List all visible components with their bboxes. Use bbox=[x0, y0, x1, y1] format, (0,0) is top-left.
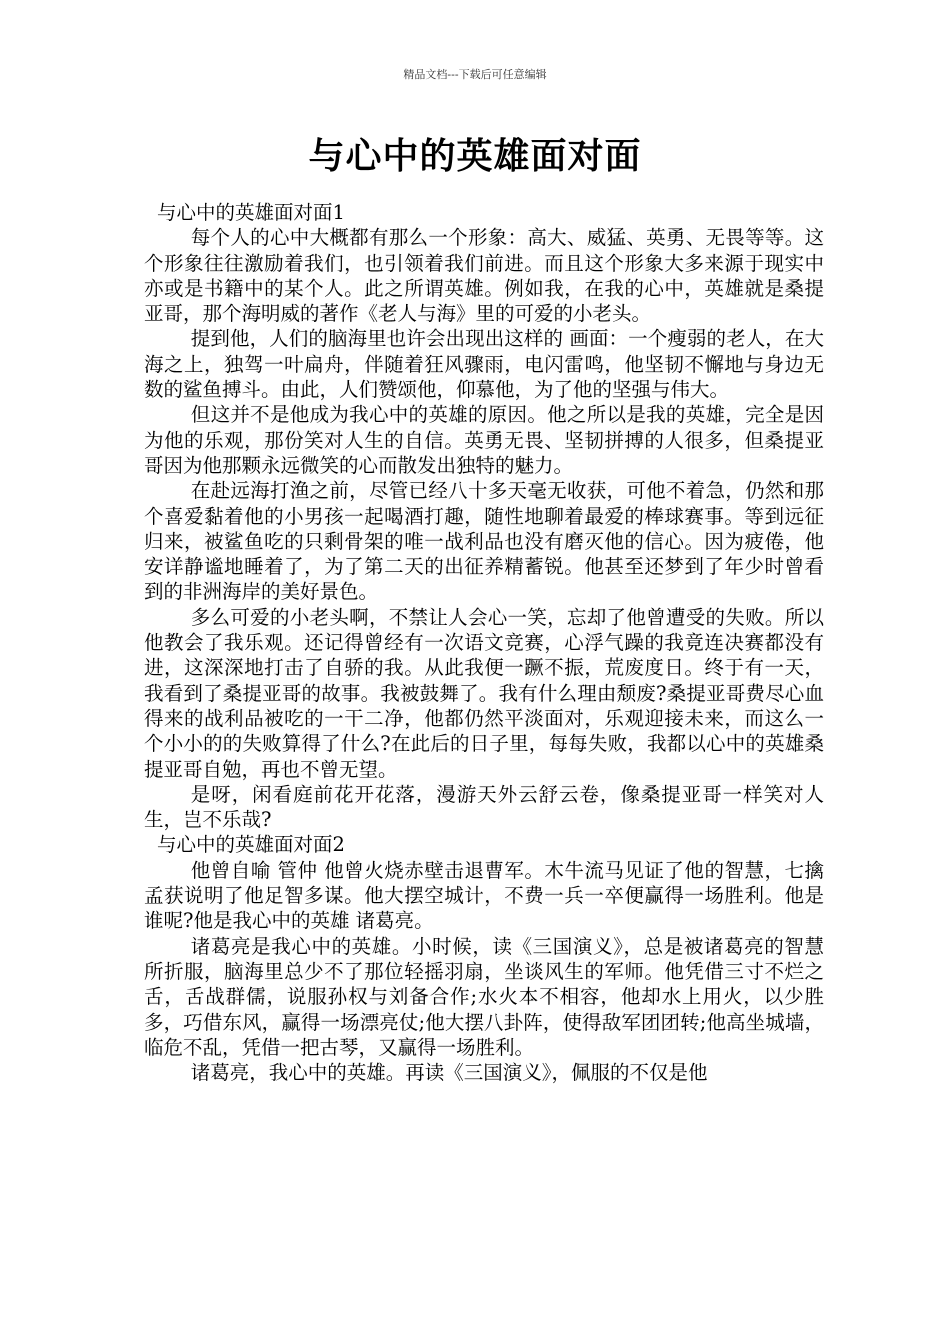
paragraph: 在赴远海打渔之前，尽管已经八十多天毫无收获，可他不着急，仍然和那个喜爱黏着他的小男孩一起喝酒打趣，随性地聊着最爱的棒球赛事。等到远征归来，被鲨鱼吃的只剩骨架的唯一战利品也没有磨灭他的信心。因为疲倦，他安详静谧地睡着了，为了第二天的出征养精蓄锐。他甚至还梦到了年少时曾看到的非洲海岸的美好景色。 bbox=[144, 479, 824, 604]
paragraph: 诸葛亮是我心中的英雄。小时候，读《三国演义》，总是被诸葛亮的智慧所折服，脑海里总少不了那位轻摇羽扇，坐谈风生的军师。他凭借三寸不烂之舌，舌战群儒，说服孙权与刘备合作;水火本不相容，他却水上用火，以少胜多，巧借东风，赢得一场漂亮仗;他大摆八卦阵，使得敌军团团转;他高坐城墙，临危不乱，凭借一把古琴，又赢得一场胜利。 bbox=[144, 934, 824, 1059]
header-note: 精品文档---下载后可任意编辑 bbox=[403, 68, 547, 81]
paragraph: 诸葛亮，我心中的英雄。再读《三国演义》，佩服的不仅是他 bbox=[190, 1061, 708, 1085]
section-heading: 与心中的英雄面对面2 bbox=[157, 833, 345, 857]
paragraph: 他曾自喻 管仲 他曾火烧赤壁击退曹军。木牛流马见证了他的智慧，七擒孟获说明了他足智多谋。他大摆空城计，不费一兵一卒便赢得一场胜利。他是谁呢?他是我心中的英雄 诸葛亮。 bbox=[144, 858, 824, 933]
document-body bbox=[144, 200, 824, 1085]
paragraph: 每个人的心中大概都有那么一个形象：高大、威猛、英勇、无畏等等。这个形象往往激励着我们，也引领着我们前进。而且这个形象大多来源于现实中亦或是书籍中的某个人。此之所谓英雄。例如我，在我的心中，英雄就是桑提亚哥，那个海明威的著作《老人与海》里的可爱的小老头。 bbox=[144, 226, 824, 326]
section-heading: 与心中的英雄面对面1 bbox=[157, 201, 345, 224]
paragraph: 但这并不是他成为我心中的英雄的原因。他之所以是我的英雄，完全是因为他的乐观，那份笑对人生的自信。英勇无畏、坚韧拼搏的人很多，但桑提亚哥因为他那颗永远微笑的心而散发出独特的魅力。 bbox=[144, 403, 824, 477]
paragraph: 提到他，人们的脑海里也许会出现出这样的 画面：一个瘦弱的老人，在大海之上，独驾一叶扁舟，伴随着狂风骤雨，电闪雷鸣，他坚韧不懈地与身边无数的鲨鱼搏斗。由此，人们赞颂他，仰慕他，为了他的坚强与伟大。 bbox=[144, 327, 824, 402]
paragraph: 是呀，闲看庭前花开花落，漫游天外云舒云卷，像桑提亚哥一样笑对人生，岂不乐哉? bbox=[144, 782, 824, 832]
paragraph: 多么可爱的小老头啊，不禁让人会心一笑，忘却了他曾遭受的失败。所以他教会了我乐观。还记得曾经有一次语文竞赛，心浮气躁的我竟连决赛都没有进，这深深地打击了自骄的我。从此我便一蹶不振，荒废度日。终于有一天，我看到了桑提亚哥的故事。我被鼓舞了。我有什么理由颓废?桑提亚哥费尽心血得来的战利品被吃的一干二净，他都仍然平淡面对，乐观迎接未来，而这么一个小小的的失败算得了什么?在此后的日子里，每每失败，我都以心中的英雄桑提亚哥自勉，再也不曾无望。 bbox=[144, 605, 824, 781]
document-title: 与心中的英雄面对面 bbox=[308, 136, 642, 177]
